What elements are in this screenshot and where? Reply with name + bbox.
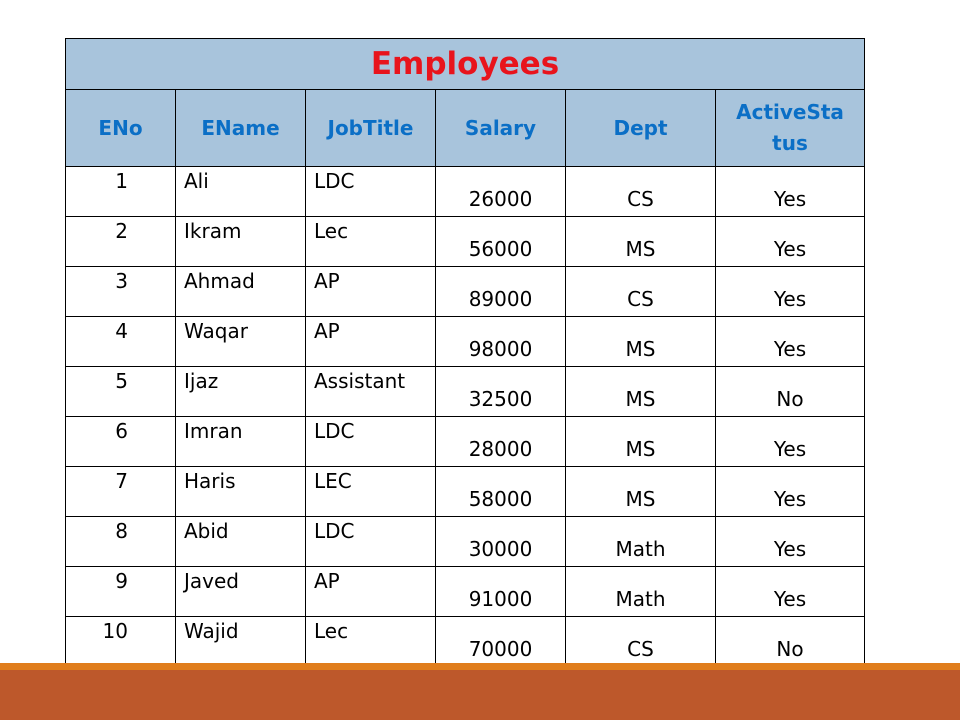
table-row (66, 467, 865, 517)
cell-dept: CS (566, 167, 716, 217)
cell-eno: 10 (66, 617, 176, 667)
cell-activestatus: No (716, 617, 865, 667)
cell-activestatus: Yes (716, 567, 865, 617)
cell-salary: 70000 (436, 617, 566, 667)
cell-jobtitle: AP (306, 567, 436, 617)
table-row (66, 317, 865, 367)
cell-jobtitle: Assistant (306, 367, 436, 417)
table-row (66, 517, 865, 567)
cell-activestatus: Yes (716, 217, 865, 267)
cell-dept: MS (566, 317, 716, 367)
table-row (66, 367, 865, 417)
table-row (66, 567, 865, 617)
table-row (66, 217, 865, 267)
cell-salary: 91000 (436, 567, 566, 617)
cell-ename: Ijaz (176, 367, 306, 417)
cell-salary: 58000 (436, 467, 566, 517)
table-header-row (66, 90, 865, 167)
column-header-salary: Salary (436, 90, 566, 167)
cell-jobtitle: Lec (306, 217, 436, 267)
cell-eno: 1 (66, 167, 176, 217)
cell-salary: 30000 (436, 517, 566, 567)
footer-band (0, 670, 960, 720)
cell-ename: Haris (176, 467, 306, 517)
table-caption-row (66, 39, 865, 90)
cell-activestatus: No (716, 367, 865, 417)
footer-accent-stripe (0, 663, 960, 670)
cell-jobtitle: AP (306, 317, 436, 367)
table-title: Employees (66, 39, 865, 90)
cell-eno: 6 (66, 417, 176, 467)
cell-dept: MS (566, 367, 716, 417)
cell-dept: Math (566, 567, 716, 617)
cell-ename: Javed (176, 567, 306, 617)
cell-eno: 8 (66, 517, 176, 567)
cell-salary: 28000 (436, 417, 566, 467)
cell-activestatus: Yes (716, 467, 865, 517)
cell-ename: Ali (176, 167, 306, 217)
cell-salary: 56000 (436, 217, 566, 267)
cell-salary: 98000 (436, 317, 566, 367)
cell-dept: CS (566, 267, 716, 317)
cell-dept: MS (566, 217, 716, 267)
cell-activestatus: Yes (716, 517, 865, 567)
table-row (66, 167, 865, 217)
cell-eno: 3 (66, 267, 176, 317)
table-row (66, 417, 865, 467)
cell-activestatus: Yes (716, 167, 865, 217)
cell-jobtitle: LEC (306, 467, 436, 517)
cell-jobtitle: LDC (306, 517, 436, 567)
cell-activestatus: Yes (716, 317, 865, 367)
cell-salary: 26000 (436, 167, 566, 217)
cell-dept: CS (566, 617, 716, 667)
cell-dept: Math (566, 517, 716, 567)
cell-ename: Wajid (176, 617, 306, 667)
cell-ename: Waqar (176, 317, 306, 367)
table-row (66, 617, 865, 667)
column-header-ename: EName (176, 90, 306, 167)
cell-salary: 89000 (436, 267, 566, 317)
table-row (66, 267, 865, 317)
cell-jobtitle: AP (306, 267, 436, 317)
column-header-activestatus: ActiveStatus (716, 90, 865, 167)
column-header-jobtitle: JobTitle (306, 90, 436, 167)
cell-eno: 7 (66, 467, 176, 517)
cell-jobtitle: LDC (306, 417, 436, 467)
cell-eno: 5 (66, 367, 176, 417)
cell-jobtitle: LDC (306, 167, 436, 217)
column-header-eno: ENo (66, 90, 176, 167)
column-header-dept: Dept (566, 90, 716, 167)
cell-ename: Abid (176, 517, 306, 567)
cell-eno: 2 (66, 217, 176, 267)
cell-ename: Ahmad (176, 267, 306, 317)
cell-dept: MS (566, 417, 716, 467)
cell-salary: 32500 (436, 367, 566, 417)
cell-eno: 4 (66, 317, 176, 367)
cell-activestatus: Yes (716, 267, 865, 317)
cell-ename: Ikram (176, 217, 306, 267)
cell-dept: MS (566, 467, 716, 517)
cell-jobtitle: Lec (306, 617, 436, 667)
cell-ename: Imran (176, 417, 306, 467)
table-body (66, 167, 865, 667)
employees-table (65, 38, 865, 667)
cell-eno: 9 (66, 567, 176, 617)
cell-activestatus: Yes (716, 417, 865, 467)
